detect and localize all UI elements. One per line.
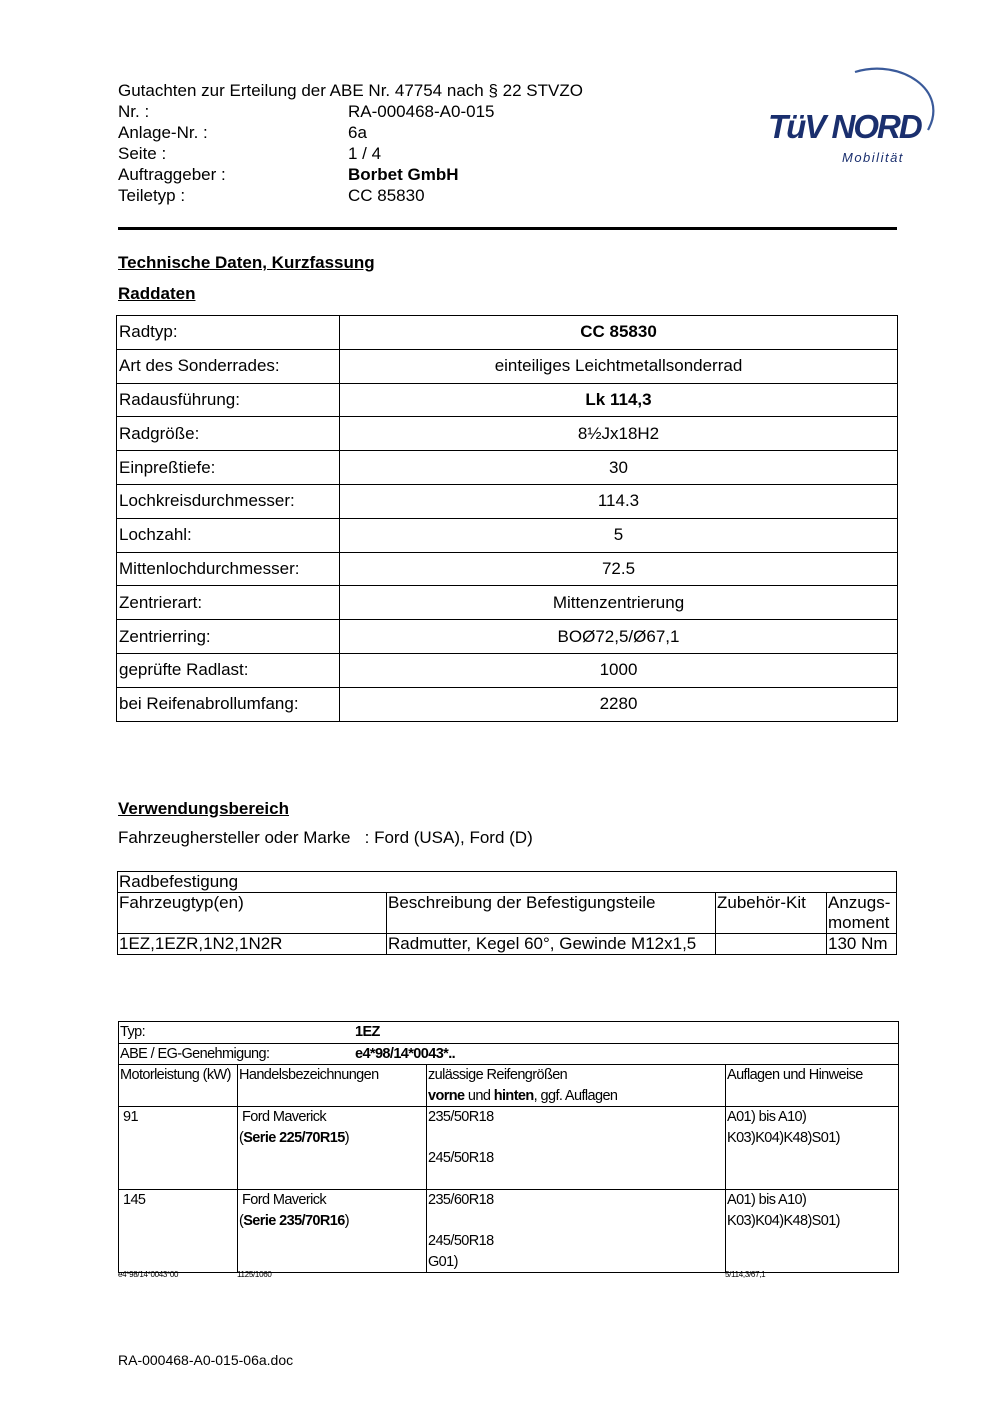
raddaten-value: CC 85830 (340, 316, 898, 350)
serie-bracket-open: ( (239, 1212, 244, 1229)
reifengroessen-cell (427, 1107, 726, 1190)
handelsbezeichnung-name: Ford Maverick (242, 1192, 327, 1208)
header-auflagen: Auflagen und Hinweise (726, 1065, 899, 1107)
header-field-label: Seite : (118, 144, 167, 163)
serie-value: Serie 235/70R16 (243, 1212, 345, 1229)
footnote-lochkreis: 5/114,3/67,1 (725, 1270, 766, 1279)
raddaten-label: bei Reifenabrollumfang: (117, 687, 340, 721)
raddaten-label: Mittenlochdurchmesser: (117, 552, 340, 586)
auflagen-line: K03)K04)K48)S01) (727, 1129, 840, 1146)
header-field-value: 6a (348, 123, 367, 142)
raddaten-label: geprüfte Radlast: (117, 653, 340, 687)
header-field-label: Teiletyp : (118, 186, 186, 205)
raddaten-row (117, 552, 898, 586)
motorleistung-value: 91 (123, 1109, 138, 1125)
raddaten-value: 2280 (340, 687, 898, 721)
radbefestigung-title: Radbefestigung (118, 872, 897, 893)
reifengroesse: 245/50R18 (428, 1233, 494, 1249)
auflagen-cell (726, 1190, 899, 1273)
header-fahrzeugtyp: Fahrzeugtyp(en) (118, 893, 387, 934)
serie-bracket-close: ) (344, 1129, 349, 1146)
raddaten-row (117, 316, 898, 350)
logo-subline: Mobilität (842, 150, 904, 165)
reifengroesse: 235/50R18 (428, 1109, 494, 1125)
header-field-label: Auftraggeber : (118, 165, 226, 184)
raddaten-label: Radausführung: (117, 383, 340, 417)
tuev-nord-logo (760, 60, 940, 170)
reifen-header-text: zulässige Reifengrößen (428, 1067, 568, 1083)
serie-bracket-open: ( (239, 1129, 244, 1146)
reifen-header-vorne: vorne (428, 1087, 465, 1104)
handelsbezeichnung-name: Ford Maverick (242, 1109, 327, 1125)
raddaten-row (117, 349, 898, 383)
typ-value: 1EZ (355, 1024, 380, 1040)
raddaten-row (117, 451, 898, 485)
fahrzeughersteller-line (118, 828, 533, 848)
header-field-label: Nr. : (118, 102, 150, 121)
reifen-header-hinten: hinten (493, 1087, 534, 1104)
raddaten-table (116, 315, 898, 722)
reifengroesse: 245/50R18 (428, 1150, 494, 1166)
raddaten-value: einteiliges Leichtmetallsonderrad (340, 349, 898, 383)
abe-label: ABE / EG-Genehmigung: (120, 1045, 270, 1062)
radbefestigung-table (117, 871, 897, 955)
raddaten-row (117, 484, 898, 518)
section-title-technische-daten: Technische Daten, Kurzfassung (118, 253, 375, 272)
raddaten-label: Zentrierring: (117, 620, 340, 654)
header-handelsbezeichnungen: Handelsbezeichnungen (238, 1065, 427, 1107)
raddaten-value: 72.5 (340, 552, 898, 586)
header-reifengroessen (427, 1065, 726, 1107)
typ-table (118, 1021, 899, 1273)
raddaten-row (117, 383, 898, 417)
header-anzugsmoment: Anzugs-moment (827, 893, 897, 934)
header-fields (118, 101, 583, 206)
raddaten-label: Einpreßtiefe: (117, 451, 340, 485)
logo-wordmark: TüV NORD (768, 108, 921, 145)
raddaten-row (117, 653, 898, 687)
header-field-value: 1 / 4 (348, 144, 382, 163)
header-divider (118, 227, 897, 230)
header-field (118, 101, 583, 122)
befestigung-beschreibung: Radmutter, Kegel 60°, Gewinde M12x1,5 (387, 934, 716, 955)
raddaten-value: 1000 (340, 653, 898, 687)
header-field (118, 164, 583, 185)
raddaten-label: Zentrierart: (117, 586, 340, 620)
reifengroesse: 235/60R18 (428, 1192, 494, 1208)
marke-value: : Ford (USA), Ford (D) (364, 828, 533, 847)
raddaten-value: BOØ72,5/Ø67,1 (340, 620, 898, 654)
header-field (118, 122, 583, 143)
reifen-header-post: , ggf. Auflagen (533, 1087, 618, 1104)
document-filename: RA-000468-A0-015-06a.doc (118, 1352, 294, 1368)
raddaten-label: Radtyp: (117, 316, 340, 350)
auflagen-line: A01) bis A10) (727, 1109, 807, 1125)
header-field-label: Anlage-Nr. : (118, 123, 208, 142)
motorleistung-value: 145 (123, 1192, 146, 1208)
befestigung-kit (716, 934, 827, 955)
header-zubehoer-kit: Zubehör-Kit (716, 893, 827, 934)
handelsbezeichnung-cell (238, 1190, 427, 1273)
reifengroessen-cell (427, 1190, 726, 1273)
auflagen-line: A01) bis A10) (727, 1192, 807, 1208)
handelsbezeichnung-cell (238, 1107, 427, 1190)
serie-bracket-close: ) (344, 1212, 349, 1229)
document-header (118, 80, 583, 206)
raddaten-value: 114.3 (340, 484, 898, 518)
typ-label: Typ: (120, 1024, 145, 1040)
serie-value: Serie 225/70R15 (243, 1129, 345, 1146)
raddaten-value: Mittenzentrierung (340, 586, 898, 620)
raddaten-label: Art des Sonderrades: (117, 349, 340, 383)
header-field-value: CC 85830 (348, 186, 425, 205)
raddaten-label: Lochkreisdurchmesser: (117, 484, 340, 518)
befestigung-moment: 130 Nm (827, 934, 897, 955)
raddaten-value: 5 (340, 518, 898, 552)
header-field-value: RA-000468-A0-015 (348, 102, 495, 121)
typ-data-row (119, 1107, 899, 1190)
raddaten-row (117, 417, 898, 451)
reifen-header-und: und (464, 1087, 494, 1104)
raddaten-value: Lk 114,3 (340, 383, 898, 417)
raddaten-label: Lochzahl: (117, 518, 340, 552)
reifen-auflage: G01) (428, 1253, 458, 1270)
auflagen-line: K03)K04)K48)S01) (727, 1212, 840, 1229)
header-motorleistung: Motorleistung (kW) (119, 1065, 238, 1107)
section-title-raddaten: Raddaten (118, 284, 196, 303)
raddaten-value: 8½Jx18H2 (340, 417, 898, 451)
typ-data-row (119, 1190, 899, 1273)
motorleistung-cell (119, 1107, 238, 1190)
footnote-abe: e4*98/14*0043*00 (118, 1270, 179, 1279)
raddaten-value: 30 (340, 451, 898, 485)
marke-label: Fahrzeughersteller oder Marke (118, 828, 351, 847)
raddaten-row (117, 518, 898, 552)
footnote-weights: 1125/1060 (237, 1270, 272, 1279)
typ-row (119, 1022, 899, 1044)
auflagen-cell (726, 1107, 899, 1190)
befestigung-fahrzeugtypen: 1EZ,1EZR,1N2,1N2R (118, 934, 387, 955)
raddaten-label: Radgröße: (117, 417, 340, 451)
header-field-value: Borbet GmbH (348, 165, 459, 184)
abe-value: e4*98/14*0043*.. (355, 1045, 456, 1062)
header-field (118, 185, 583, 206)
raddaten-row (117, 620, 898, 654)
section-title-verwendungsbereich: Verwendungsbereich (118, 799, 289, 818)
header-beschreibung: Beschreibung der Befestigungsteile (387, 893, 716, 934)
header-field (118, 143, 583, 164)
abe-row (119, 1043, 899, 1065)
document-title: Gutachten zur Erteilung der ABE Nr. 47754 nach § 22 STVZO (118, 81, 583, 100)
raddaten-row (117, 586, 898, 620)
motorleistung-cell (119, 1190, 238, 1273)
raddaten-row (117, 687, 898, 721)
